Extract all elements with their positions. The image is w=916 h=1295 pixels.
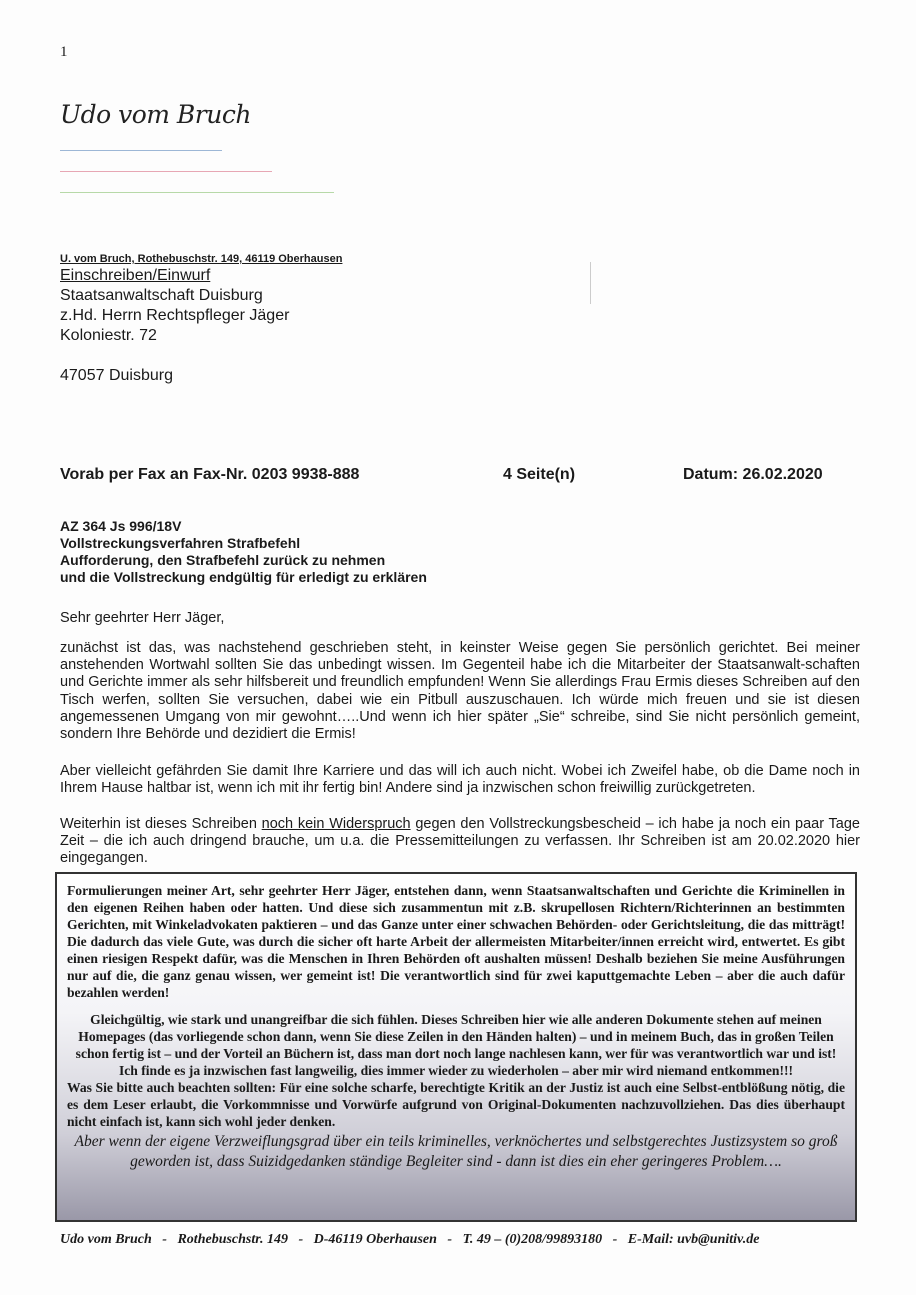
footer-separator: - <box>447 1232 453 1247</box>
body-paragraph-1: zunächst ist das, was nachstehend geschrieben steht, in keinster Weise gegen Sie persönlich gerichtet. Bei meiner anstehenden Wortwahl sollten Sie das unbedingt wissen. Im Gegenteil habe ich die Mitarbeiter der Staatsanwalt-schaften und Gerichte immer als sehr hilfsbereit und freundlich empfunden! Wenn Sie allerdings Frau Ermis dieses Schreiben auf den Tisch werfen, sollten Sie versuchen, dabei wie ein Pitbull auszuschauen. Ich würde mich freuen und sie ist diesen angemessenen Umgang von mir gewohnt…..Und wenn ich hier später „Sie“ schreibe, sind Sie nicht persönlich gemeint, sondern Ihre Behörde und dezidiert die Ermis! <box>60 640 860 743</box>
box-closing-statement: Aber wenn der eigene Verzweiflungsgrad über ein teils kriminelles, verknöchertes und selbstgerechtes Justizsystem so groß geworden ist, dass Suizidgedanken ständige Begleiter sind - dann ist dies ein eher geringeres Problem…. <box>74 1133 838 1170</box>
footer-street: Rothebuschstr. 149 <box>177 1232 288 1247</box>
letterhead-rule-blue <box>60 150 222 151</box>
recipient-line-2: z.Hd. Herrn Rechtspfleger Jäger <box>60 307 290 324</box>
sender-line: U. vom Bruch, Rothebuschstr. 149, 46119 Oberhausen <box>60 253 343 265</box>
footer-phone: T. 49 – (0)208/99893180 <box>462 1232 603 1247</box>
subject-line-2: Vollstreckungsverfahren Strafbefehl <box>60 535 301 551</box>
scan-mark <box>590 262 591 304</box>
box-paragraph-3: Was Sie bitte auch beachten sollten: Für eine solche scharfe, berechtigte Kritik an der Justiz ist auch eine Selbst-entblößung nötig, die es dem Leser erlaubt, die Vorkommnisse und Vorwürfe aufgrund von Original-Dokumenten nachzuvollziehen. Das dies überhaupt nicht einfach ist, kann sich wohl jeder denken. <box>67 1080 845 1129</box>
footer-email: E-Mail: uvb@unitiv.de <box>627 1232 760 1247</box>
salutation: Sehr geehrter Herr Jäger, <box>60 610 225 626</box>
recipient-city: 47057 Duisburg <box>60 367 173 384</box>
letterhead-rule-green <box>60 192 334 193</box>
subject-line-1: AZ 364 Js 996/18V <box>60 518 182 534</box>
page-count: 4 Seite(n) <box>503 466 576 483</box>
footer-name: Udo vom Bruch <box>60 1232 152 1247</box>
letterhead-rule-red <box>60 171 272 172</box>
body-paragraph-3 <box>60 816 860 868</box>
recipient-line-1: Staatsanwaltschaft Duisburg <box>60 287 263 304</box>
footer-separator: - <box>298 1232 304 1247</box>
delivery-method: Einschreiben/Einwurf <box>60 267 211 284</box>
footer-contact <box>60 1232 860 1248</box>
letter-date: Datum: 26.02.2020 <box>683 466 823 483</box>
footer-separator: - <box>612 1232 618 1247</box>
footer-city: D-46119 Oberhausen <box>313 1232 437 1247</box>
box-paragraph-2: Gleichgültig, wie stark und unangreifbar die sich fühlen. Dieses Schreiben hier wie alle anderen Dokumente stehen auf meinen Homepages (das vorliegende schon dann, wenn Sie diese Zeilen in den Händen halten) – und in meinem Buch, das in großen Teilen schon fertig ist – und der Vorteil an Büchern ist, dass man dort noch lange nachlesen kann, wer für was verantwortlich war und ist! Ich finde es ja inzwischen fast langweilig, dies immer wieder zu wiederholen – aber mir wird niemand entkommen!!! <box>75 1012 837 1078</box>
fax-number: Vorab per Fax an Fax-Nr. 0203 9938-888 <box>60 466 360 483</box>
recipient-address <box>60 266 289 346</box>
recipient-line-3: Koloniestr. 72 <box>60 327 157 344</box>
letterhead-logo-text: Udo vom Bruch <box>60 100 251 129</box>
page-number: 1 <box>60 44 68 60</box>
footer-separator: - <box>162 1232 167 1247</box>
subject-block <box>60 518 427 586</box>
statement-box <box>55 872 857 1222</box>
subject-line-3: Aufforderung, den Strafbefehl zurück zu nehmen <box>60 552 386 568</box>
body-paragraph-2: Aber vielleicht gefährden Sie damit Ihre Karriere und das will ich auch nicht. Wobei ich Zweifel habe, ob die Dame noch in Ihrem Hause haltbar ist, wenn ich mit ihr fertig bin! Andere sind ja inzwischen schon freiwillig zurückgetreten. <box>60 763 860 797</box>
underlined-phrase: noch kein Widerspruch <box>261 816 411 832</box>
subject-line-4: und die Vollstreckung endgültig für erledigt zu erklären <box>60 569 427 585</box>
body-paragraph-3-end: gegen den Vollstreckungsbescheid – ich habe ja noch ein paar Tage Zeit – die ich auch dringend brauche, um u.a. die Pressemitteilungen zu verfassen. Ihr Schreiben ist am 20.02.2020 hier eingegangen. <box>60 816 860 867</box>
body-paragraph-3-start: Weiterhin ist dieses Schreiben <box>60 816 262 832</box>
box-paragraph-1: Formulierungen meiner Art, sehr geehrter Herr Jäger, entstehen dann, wenn Staatsanwaltschaften und Gerichte die Kriminellen in den eigenen Reihen haben oder hatten. Und diese sich zusammentun mit z.B. skrupellosen Richtern/Richterinnen an bestimmten Gerichten, mit Winkeladvokaten paktieren – und das Ganze unter einer schwachen Behörden- oder Gerichtsleitung, die das mitträgt! Die dadurch das viele Gute, was durch die sicher oft harte Arbeit der allermeisten Mitarbeiter/innen erreicht wird, entwertet. Es gibt einen riesigen Respekt dafür, was die Menschen in Ihren Behörden oft aushalten müssen! Deshalb beziehen Sie meine Ausführungen nur auf die, die ganz genau wissen, wer gemeint ist! Die verantwortlich sind für zwei kaputtgemachte Leben – aber die auch dafür bezahlen werden! <box>67 883 845 1000</box>
